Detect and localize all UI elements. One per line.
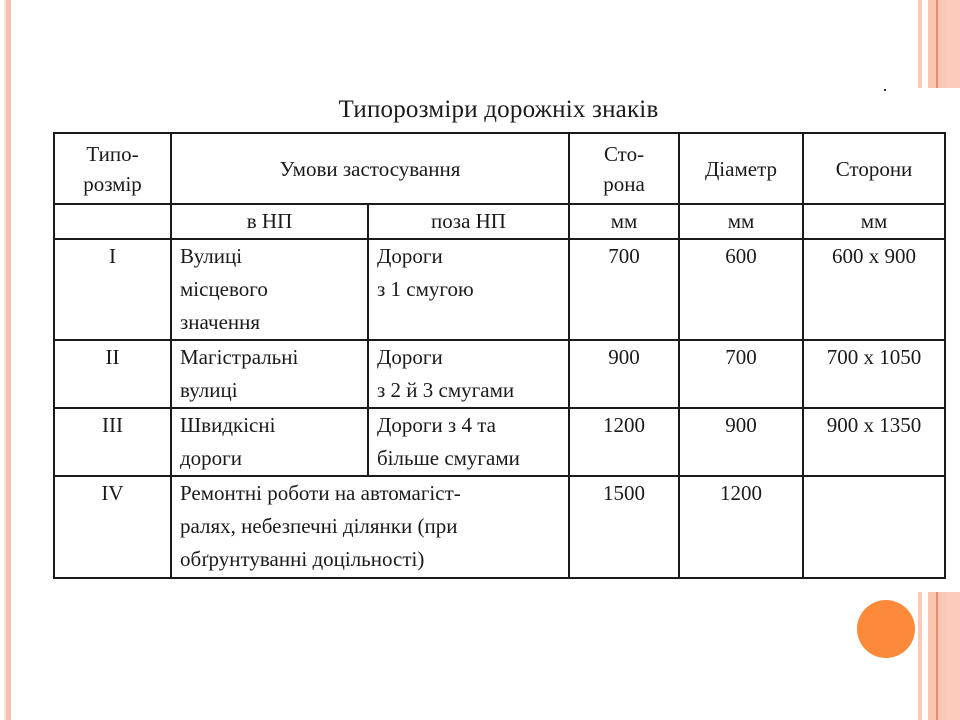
scan-artifact-dot — [884, 89, 886, 91]
left-decorative-stripe — [6, 0, 11, 720]
cell-line: Вулиці — [180, 244, 243, 268]
cell-line: місцевого — [180, 277, 268, 301]
subheader-sides-unit: мм — [803, 204, 945, 239]
cell-diameter: 600 — [679, 239, 803, 340]
cell-line: з 2 й 3 смугами — [377, 378, 515, 402]
table-title: Типорозміри дорожніх знаків — [338, 96, 659, 123]
cell-side: 1200 — [569, 408, 679, 476]
table-row — [54, 408, 945, 476]
cell-in-settlement — [171, 408, 368, 476]
cell-sides: 900 x 1350 — [803, 408, 945, 476]
cell-diameter: 900 — [679, 408, 803, 476]
cell-line: Дороги з 4 та — [377, 413, 496, 437]
header-size-line2: розмір — [83, 171, 142, 196]
cell-line: дороги — [180, 446, 243, 470]
cell-outside-settlement — [368, 340, 569, 408]
cell-sides: 700 x 1050 — [803, 340, 945, 408]
cell-line: обґрунтуванні доцільності) — [180, 547, 425, 571]
cell-line: більше смугами — [377, 446, 520, 470]
cell-line: Ремонтні роботи на автомагіст- — [180, 481, 461, 505]
cell-merged-conditions — [171, 476, 569, 578]
subheader-side-unit: мм — [569, 204, 679, 239]
header-side-line2: рона — [603, 171, 645, 196]
road-sign-sizes-table — [53, 132, 946, 579]
orange-circle-icon — [857, 600, 915, 658]
header-sides: Сторони — [803, 133, 945, 204]
table-header-row — [54, 133, 945, 204]
cell-line: Дороги — [377, 244, 443, 268]
cell-diameter: 700 — [679, 340, 803, 408]
header-side-line1: Сто- — [603, 141, 645, 166]
cell-diameter: 1200 — [679, 476, 803, 578]
cell-outside-settlement — [368, 408, 569, 476]
cell-size: IV — [54, 476, 171, 578]
table-row — [54, 476, 945, 578]
header-side — [569, 133, 679, 204]
cell-side: 1500 — [569, 476, 679, 578]
subheader-diameter-unit: мм — [679, 204, 803, 239]
cell-size: III — [54, 408, 171, 476]
cell-line: Швидкісні — [180, 413, 276, 437]
cell-line: з 1 смугою — [377, 277, 474, 301]
cell-in-settlement — [171, 340, 368, 408]
subheader-outside-settlement: поза НП — [368, 204, 569, 239]
cell-line: значення — [180, 310, 261, 334]
cell-side: 700 — [569, 239, 679, 340]
cell-outside-settlement — [368, 239, 569, 340]
header-diameter: Діаметр — [679, 133, 803, 204]
header-size-line1: Типо- — [86, 141, 139, 166]
subheader-in-settlement: в НП — [171, 204, 368, 239]
cell-size: II — [54, 340, 171, 408]
cell-line: Дороги — [377, 345, 443, 369]
cell-line: ралях, небезпечні ділянки (при — [180, 514, 458, 538]
cell-sides — [803, 476, 945, 578]
table-row — [54, 239, 945, 340]
cell-line: вулиці — [180, 378, 238, 402]
right-decorative-stripes-top — [918, 0, 960, 88]
subheader-size — [54, 204, 171, 239]
header-size — [54, 133, 171, 204]
table-row — [54, 340, 945, 408]
cell-side: 900 — [569, 340, 679, 408]
cell-line: Магістральні — [180, 345, 299, 369]
header-conditions: Умови застосування — [171, 133, 569, 204]
table-subheader-row — [54, 204, 945, 239]
cell-sides: 600 x 900 — [803, 239, 945, 340]
cell-in-settlement — [171, 239, 368, 340]
right-decorative-stripes-bottom — [918, 592, 960, 720]
cell-size: I — [54, 239, 171, 340]
